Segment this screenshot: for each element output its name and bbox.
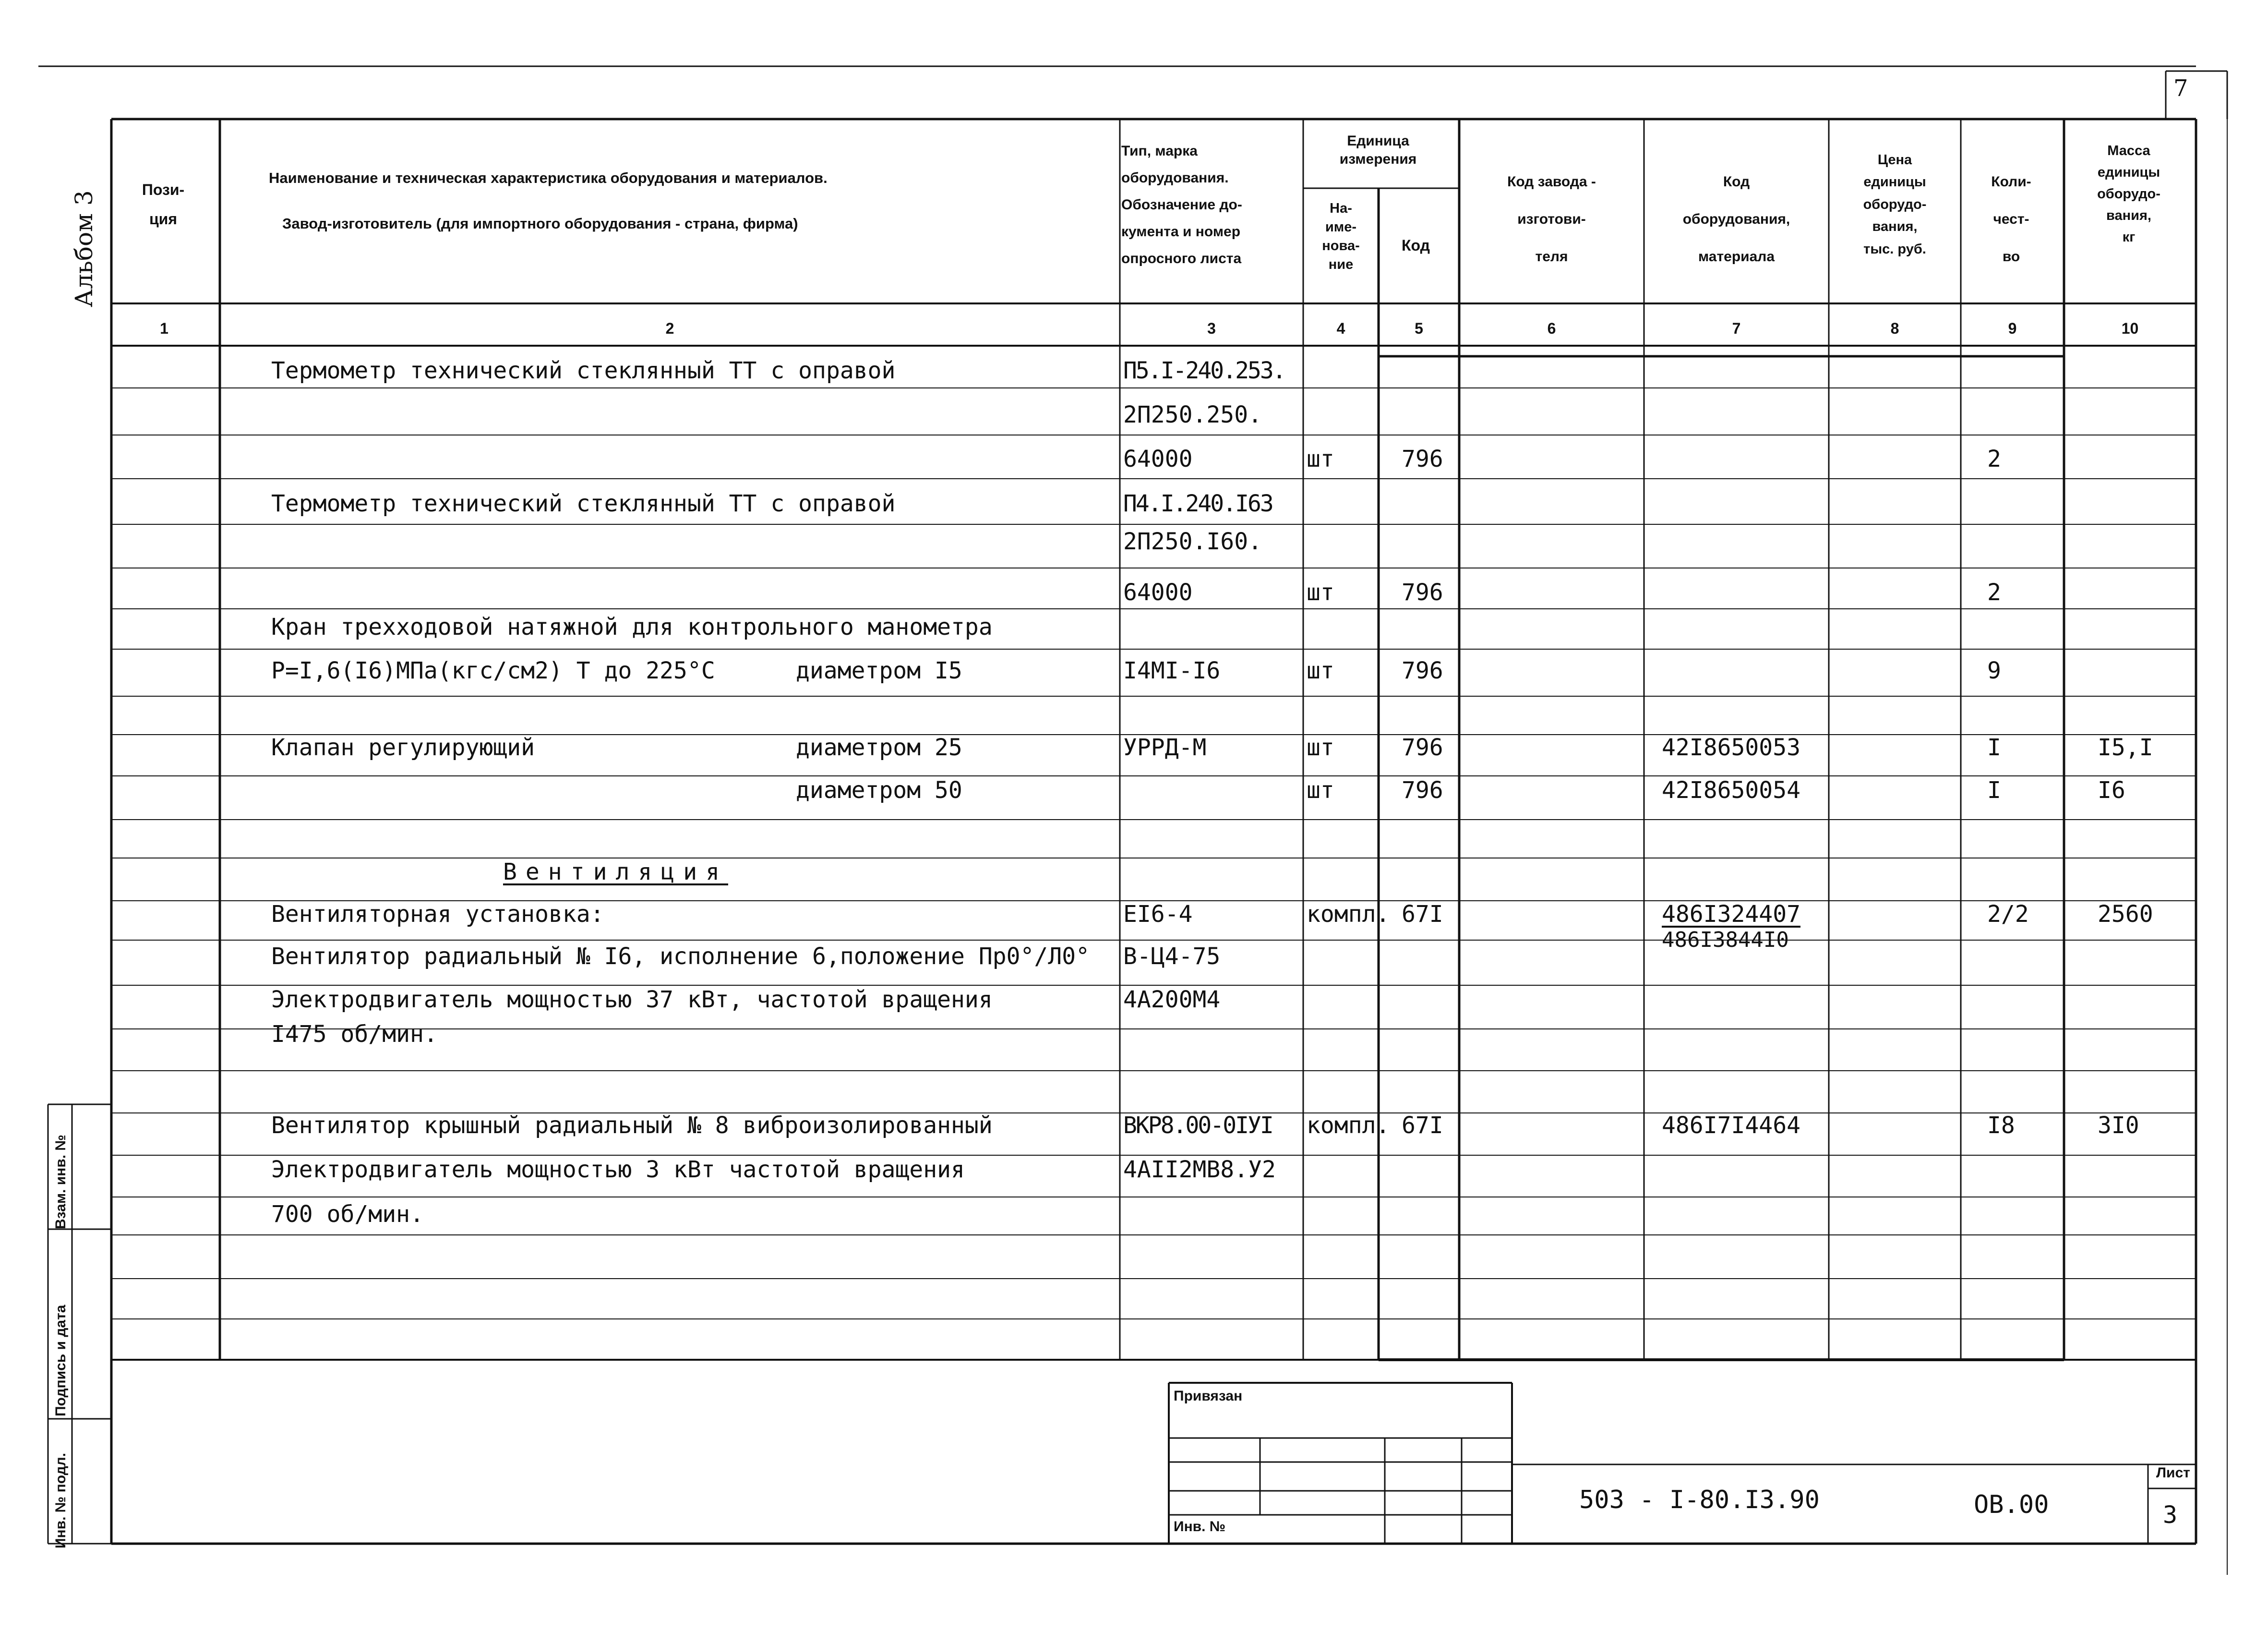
colnum-10: 10 — [2121, 320, 2139, 337]
cell-type: 2П250.250. — [1123, 401, 1262, 428]
colnum-4: 4 — [1336, 320, 1345, 337]
cell-unit: компл. — [1307, 901, 1390, 928]
header-plant-code: Код завода - изготови- теля — [1507, 174, 1596, 265]
stamp-inv-label: Инв. № — [1174, 1519, 1226, 1535]
cell-code: 67I — [1402, 901, 1443, 928]
header-price: Цена единицы оборудо- вания, тыс. руб. — [1863, 152, 1927, 257]
cell-unit: шт — [1307, 734, 1334, 761]
cell-name: Электродвигатель мощностью 37 кВт, частотой вращения — [271, 986, 993, 1013]
header-unit-group: Единица измерения — [1339, 133, 1417, 167]
section-title: Вентиляция — [503, 858, 728, 885]
cell-code: 67I — [1402, 1112, 1443, 1139]
cell-code: 796 — [1402, 734, 1443, 761]
header-type-line2: оборудования. — [1121, 170, 1229, 186]
cell-mass: I5,I — [2098, 734, 2153, 761]
cell-name: Вентиляторная установка: — [271, 901, 604, 928]
header-name-line2: Завод-изготовитель (для импортного оборудования - страна, фирма) — [282, 215, 798, 232]
cell-dia: диаметром 50 — [796, 777, 962, 804]
cell-code: 796 — [1402, 777, 1443, 804]
header-name-line1: Наименование и техническая характеристика оборудования и материалов. — [269, 169, 828, 186]
cell-dia: диаметром I5 — [796, 657, 962, 684]
header-type-line4: кумента и номер — [1121, 224, 1241, 240]
cell-qty: 9 — [1987, 657, 2001, 684]
cell-name-continued: I475 об/мин. — [271, 1021, 438, 1048]
header-type — [1121, 144, 1306, 266]
header-position — [115, 175, 211, 234]
cell-mass: I6 — [2098, 777, 2125, 804]
cell-unit: шт — [1307, 579, 1334, 606]
cell-type: УРРД-М — [1123, 734, 1207, 761]
cell-type: 2П250.I60. — [1123, 528, 1262, 555]
stamp-sheet-label: Лист — [2156, 1465, 2190, 1481]
cell-qty: I — [1987, 777, 2001, 804]
cell-type: ВКР8.00-0IУI — [1123, 1112, 1272, 1139]
cell-matcode: 42I8650054 — [1662, 777, 1800, 804]
cell-name: Вентилятор крышный радиальный № 8 виброизолированный — [271, 1112, 993, 1139]
cell-unit: шт — [1307, 777, 1334, 804]
cell-qty: 2 — [1987, 579, 2001, 606]
colnum-1: 1 — [160, 320, 168, 337]
corner-sheet-number: 7 — [2173, 75, 2188, 102]
cell-mass: 3I0 — [2098, 1112, 2139, 1139]
cell-name: Термометр технический стеклянный ТТ с оправой — [271, 490, 896, 517]
header-unit-name: На- име- нова- ние — [1322, 201, 1360, 273]
cell-matcode: 486I7I4464 — [1662, 1112, 1800, 1139]
cell-dia: диаметром 25 — [796, 734, 962, 761]
cell-name: P=I,6(I6)МПа(кгс/см2) Т до 225°C — [271, 657, 715, 684]
cell-type: П4.I.240.I63 — [1123, 490, 1272, 517]
header-type-line5: опросного листа — [1121, 251, 1242, 266]
cell-unit: компл. — [1307, 1112, 1390, 1139]
cell-code: 796 — [1402, 446, 1443, 472]
cell-unit: шт — [1307, 446, 1334, 472]
colnum-6: 6 — [1547, 320, 1556, 337]
cell-name: Термометр технический стеклянный ТТ с оправой — [271, 357, 896, 384]
stamp-doc-number: 503 - I-80.I3.90 — [1579, 1486, 1820, 1514]
colnum-9: 9 — [2008, 320, 2017, 337]
cell-qty: I8 — [1987, 1112, 2015, 1139]
cell-type: П5.I-240.253. — [1123, 357, 1285, 384]
side-stamp-inv-orig: Инв. № подл. — [53, 1452, 69, 1548]
side-stamp-replace-inv: Взам. инв. № — [53, 1135, 69, 1229]
colnum-8: 8 — [1890, 320, 1899, 337]
cell-matcode: 42I8650053 — [1662, 734, 1800, 761]
cell-type: 64000 — [1123, 446, 1193, 472]
cell-type: 64000 — [1123, 579, 1193, 606]
cell-type: 4А200М4 — [1123, 986, 1221, 1013]
stamp-sheet-number: 3 — [2163, 1501, 2178, 1529]
colnum-2: 2 — [665, 320, 674, 337]
cell-qty: 2/2 — [1987, 901, 2029, 928]
cell-unit: шт — [1307, 657, 1334, 684]
cell-qty: 2 — [1987, 446, 2001, 472]
cell-matcode: 486I324407 — [1662, 901, 1800, 928]
cell-name: 700 об/мин. — [271, 1201, 424, 1228]
stamp-mark: ОВ.00 — [1974, 1490, 2049, 1519]
colnum-7: 7 — [1732, 320, 1741, 337]
cell-type: I4МI-I6 — [1123, 657, 1221, 684]
header-position-text: Пози- ция — [142, 181, 185, 228]
cell-name: Электродвигатель мощностью 3 кВт частотой вращения — [271, 1156, 965, 1183]
cell-matcode-second: 486I3844I0 — [1662, 928, 1789, 952]
colnum-5: 5 — [1415, 320, 1423, 337]
header-quantity: Коли- чест- во — [1991, 174, 2031, 265]
side-stamp-signature-date: Подпись и дата — [53, 1305, 69, 1416]
cell-qty: I — [1987, 734, 2001, 761]
header-type-line1: Тип, марка — [1121, 143, 1198, 159]
cell-type: EI6-4 — [1123, 901, 1193, 928]
cell-name: Вентилятор радиальный № I6, исполнение 6,положение Пр0°/Л0° — [271, 943, 1090, 970]
album-label: Альбом 3 — [70, 190, 98, 307]
colnum-3: 3 — [1207, 320, 1216, 337]
cell-type: 4АII2МВ8.У2 — [1123, 1156, 1276, 1183]
header-unit-code: Код — [1402, 237, 1430, 254]
cell-name: Клапан регулирующий — [271, 734, 535, 761]
cell-mass: 2560 — [2098, 901, 2153, 928]
cell-name: Кран трехходовой натяжной для контрольного манометра — [271, 614, 993, 641]
header-material-code: Код оборудования, материала — [1682, 174, 1790, 265]
cell-code: 796 — [1402, 579, 1443, 606]
cell-type: В-Ц4-75 — [1123, 943, 1221, 970]
header-mass: Масса единицы оборудо- вания, кг — [2097, 143, 2160, 245]
header-type-line3: Обозначение до- — [1121, 197, 1242, 213]
cell-code: 796 — [1402, 657, 1443, 684]
stamp-bound-label: Привязан — [1174, 1388, 1243, 1404]
